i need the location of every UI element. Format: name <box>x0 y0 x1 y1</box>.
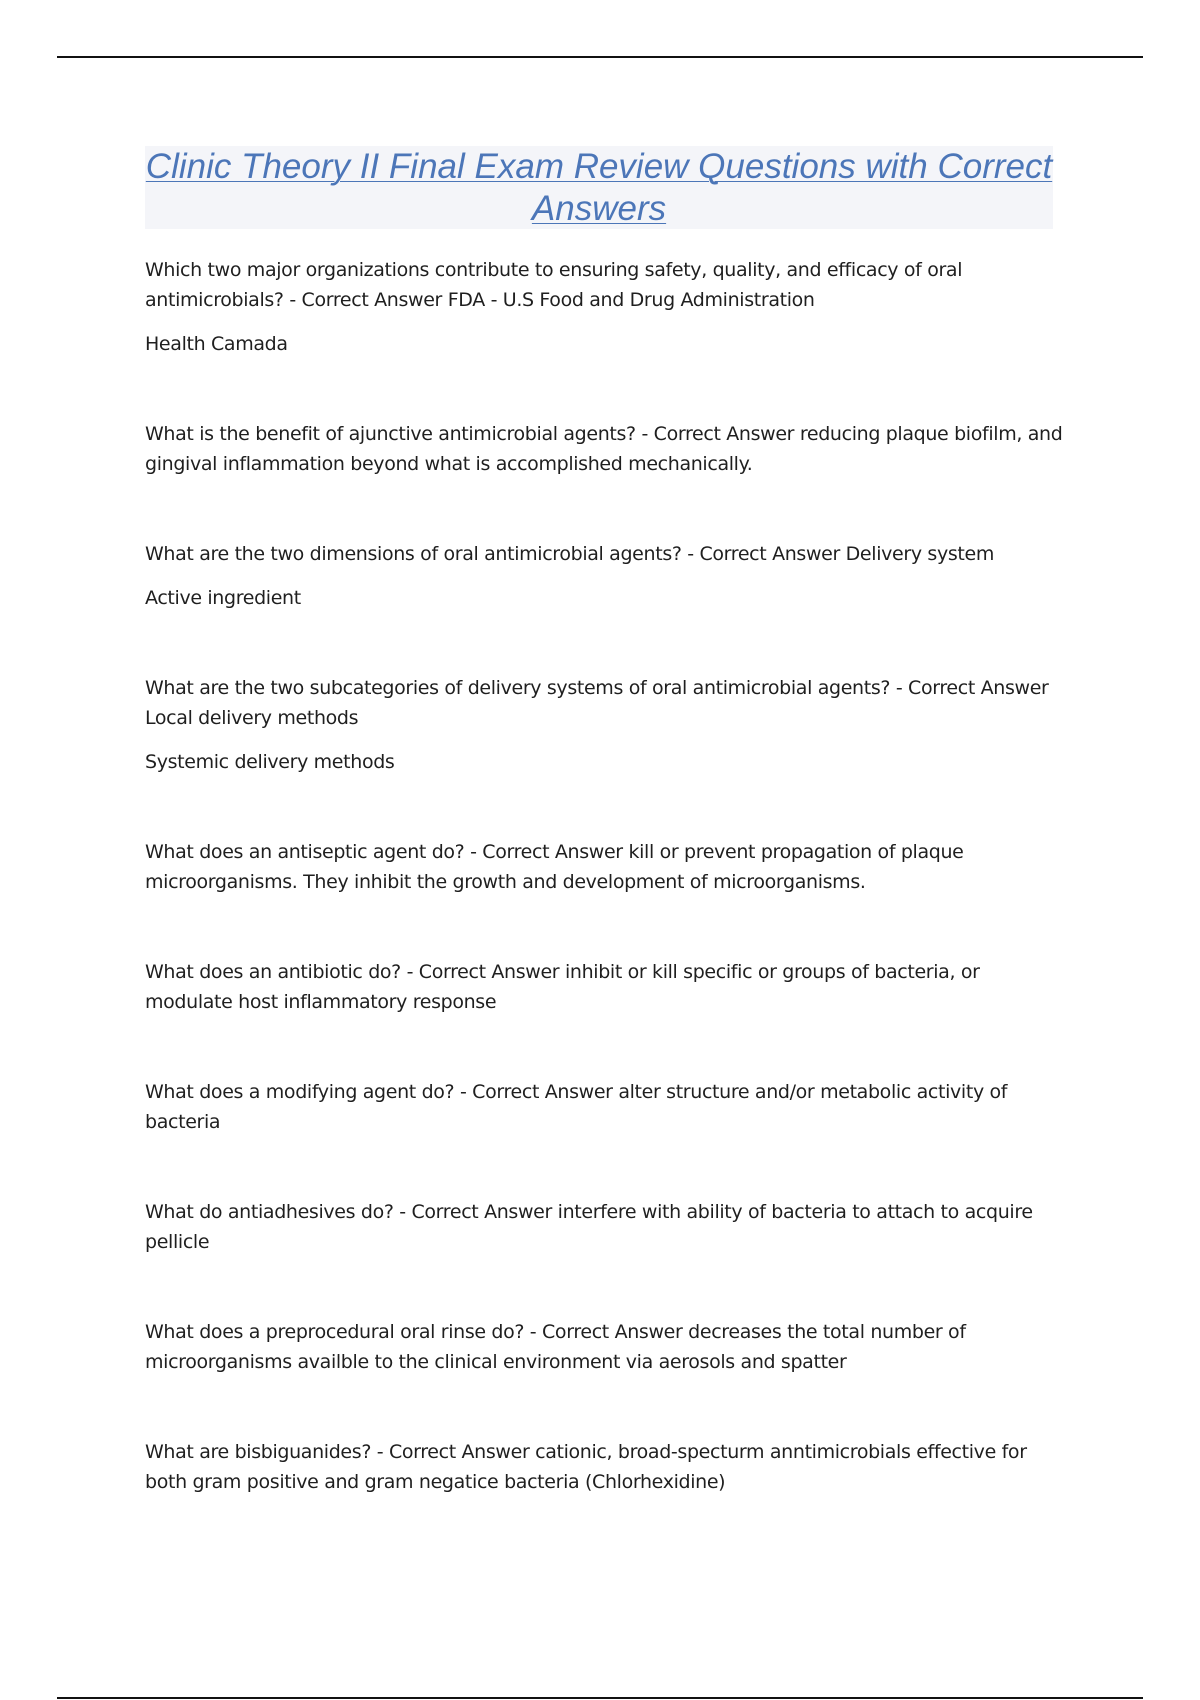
qa-item <box>145 1317 1065 1377</box>
qa-answer-continuation: Health Camada <box>145 333 288 355</box>
qa-answer-continuation: Systemic delivery methods <box>145 751 395 773</box>
qa-question-answer: What is the benefit of ajunctive antimicrobial agents? - Correct Answer reducing plaque biofilm, and gingival inflammation beyond what is accomplished mechanically. <box>145 423 1063 475</box>
qa-question-answer: What do antiadhesives do? - Correct Answer interfere with ability of bacteria to attach to acquire pellicle <box>145 1201 1033 1253</box>
qa-question-answer: What are the two dimensions of oral antimicrobial agents? - Correct Answer Delivery system <box>145 543 994 565</box>
title-banner <box>145 146 1053 229</box>
qa-list <box>145 255 1065 1557</box>
qa-question-answer: What does a modifying agent do? - Correct Answer alter structure and/or metabolic activity of bacteria <box>145 1081 1008 1133</box>
qa-item <box>145 673 1065 777</box>
qa-item <box>145 255 1065 359</box>
qa-item <box>145 419 1065 479</box>
qa-question-answer: What does an antiseptic agent do? - Correct Answer kill or prevent propagation of plaque microorganisms. They inhibit the growth and development of microorganisms. <box>145 841 964 893</box>
footer-rule <box>57 1697 1143 1699</box>
qa-question-answer: What does an antibiotic do? - Correct Answer inhibit or kill specific or groups of bacteria, or modulate host inflammatory response <box>145 961 980 1013</box>
header-rule <box>57 56 1143 58</box>
document-title: Clinic Theory II Final Exam Review Questions with Correct Answers <box>145 147 1053 228</box>
qa-question-answer: What does a preprocedural oral rinse do? - Correct Answer decreases the total number of microorganisms availble to the clinical environment via aerosols and spatter <box>145 1321 966 1373</box>
qa-item <box>145 957 1065 1017</box>
qa-question-answer: What are bisbiguanides? - Correct Answer cationic, broad-specturm anntimicrobials effective for both gram positive and gram negatice bacteria (Chlorhexidine) <box>145 1441 1027 1493</box>
qa-item <box>145 1197 1065 1257</box>
qa-item <box>145 837 1065 897</box>
qa-item <box>145 1437 1065 1497</box>
qa-question-answer: Which two major organizations contribute to ensuring safety, quality, and efficacy of oral antimicrobials? - Correct Answer FDA - U.S Food and Drug Administration <box>145 259 963 311</box>
qa-item <box>145 1077 1065 1137</box>
qa-question-answer: What are the two subcategories of delivery systems of oral antimicrobial agents? - Correct Answer Local delivery methods <box>145 677 1049 729</box>
qa-item <box>145 539 1065 613</box>
qa-answer-continuation: Active ingredient <box>145 587 301 609</box>
